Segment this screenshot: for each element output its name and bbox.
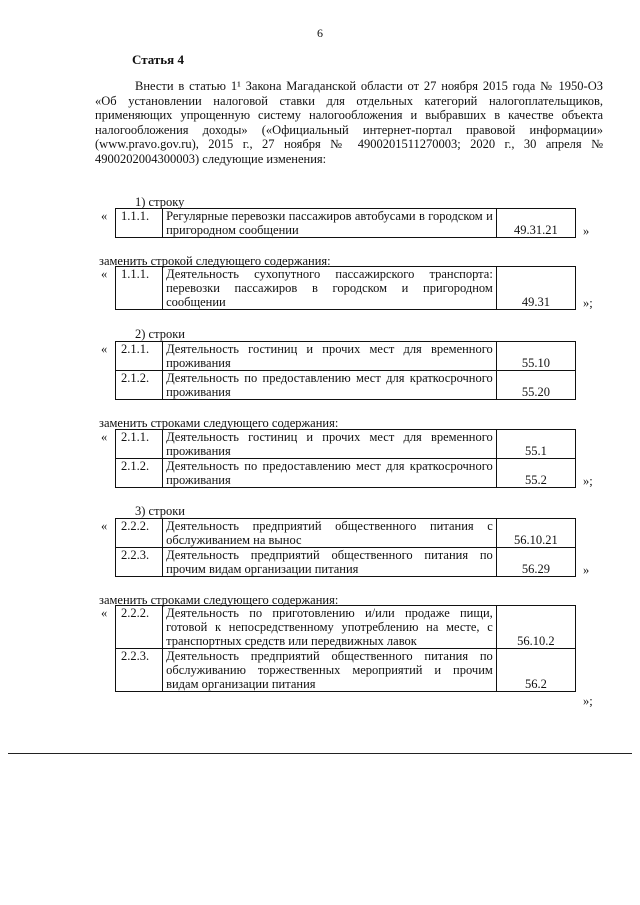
table-row <box>116 209 576 238</box>
row-number: 2.2.2. <box>116 606 163 649</box>
section-3-label: 3) строки <box>135 504 185 518</box>
open-quote: « <box>101 519 108 533</box>
intro-text: Внести в статью 1¹ Закона Магаданской области от 27 ноября 2015 года № 1950-ОЗ «Об установлении налоговой ставки для отдельных категорий налогоплательщиков, применяющих упрощенную систему налогообложения и выбравших в качестве объекта налогообложения доходы» («Официальный интернет-портал правовой информации» (www.pravo.gov.ru), 2015 г., 27 ноября № 4900201511270003; 2020 г., 30 апреля № 4900202004300003) следующие изменения: <box>95 79 603 166</box>
row-description: Деятельность предприятий общественного питания с обслуживанием на вынос <box>163 519 497 548</box>
table-row <box>116 548 576 577</box>
row-number: 2.1.2. <box>116 459 163 488</box>
table-row <box>116 606 576 649</box>
section-3-new-table <box>115 605 576 692</box>
table-row <box>116 267 576 310</box>
row-code: 56.10.21 <box>496 519 575 548</box>
row-description: Деятельность предприятий общественного питания по прочим видам организации питания <box>163 548 497 577</box>
row-code: 49.31 <box>496 267 575 310</box>
row-code: 55.20 <box>496 371 575 400</box>
row-number: 2.1.2. <box>116 371 163 400</box>
row-number: 2.1.1. <box>116 430 163 459</box>
section-2-new-table <box>115 429 576 488</box>
row-description: Деятельность по предоставлению мест для краткосрочного проживания <box>163 459 497 488</box>
row-code: 56.10.2 <box>496 606 575 649</box>
open-quote: « <box>101 430 108 444</box>
table-row <box>116 342 576 371</box>
open-quote: « <box>101 267 108 281</box>
close-quote: » <box>583 563 590 577</box>
section-3-old-table <box>115 518 576 577</box>
table-row <box>116 459 576 488</box>
row-number: 2.2.2. <box>116 519 163 548</box>
row-number: 2.2.3. <box>116 548 163 577</box>
row-code: 55.1 <box>496 430 575 459</box>
section-1-replace-label: заменить строкой следующего содержания: <box>99 254 331 268</box>
table-row <box>116 519 576 548</box>
table-row <box>116 430 576 459</box>
close-quote: » <box>583 224 590 238</box>
open-quote: « <box>101 209 108 223</box>
section-2-old-table <box>115 341 576 400</box>
row-description: Регулярные перевозки пассажиров автобусами в городском и пригородном сообщении <box>163 209 497 238</box>
row-number: 2.1.1. <box>116 342 163 371</box>
page-number: 6 <box>317 26 323 40</box>
section-3-replace-label: заменить строками следующего содержания: <box>99 593 339 607</box>
close-quote: »; <box>583 296 593 310</box>
open-quote: « <box>101 606 108 620</box>
article-title: Статья 4 <box>132 52 184 67</box>
row-code: 49.31.21 <box>496 209 575 238</box>
intro-paragraph <box>95 79 603 167</box>
row-number: 2.2.3. <box>116 649 163 692</box>
page-bottom-divider <box>8 753 632 754</box>
section-1-label: 1) строку <box>135 195 185 209</box>
row-description: Деятельность по предоставлению мест для краткосрочного проживания <box>163 371 497 400</box>
row-number: 1.1.1. <box>116 267 163 310</box>
table-row <box>116 649 576 692</box>
row-description: Деятельность гостиниц и прочих мест для временного проживания <box>163 430 497 459</box>
section-1-old-table <box>115 208 576 238</box>
row-description: Деятельность сухопутного пассажирского транспорта: перевозки пассажиров в городском и пригородном сообщении <box>163 267 497 310</box>
row-description: Деятельность по приготовлению и/или продаже пищи, готовой к непосредственному употреблению на месте, с транспортных средств или передвижных лавок <box>163 606 497 649</box>
row-code: 55.10 <box>496 342 575 371</box>
row-code: 56.2 <box>496 649 575 692</box>
section-2-replace-label: заменить строками следующего содержания: <box>99 416 339 430</box>
row-description: Деятельность гостиниц и прочих мест для временного проживания <box>163 342 497 371</box>
row-number: 1.1.1. <box>116 209 163 238</box>
row-code: 56.29 <box>496 548 575 577</box>
close-quote: »; <box>583 474 593 488</box>
row-description: Деятельность предприятий общественного питания по обслуживанию торжественных мероприятий и прочим видам организации питания <box>163 649 497 692</box>
row-code: 55.2 <box>496 459 575 488</box>
close-quote: »; <box>583 694 593 708</box>
section-1-new-table <box>115 266 576 310</box>
section-2-label: 2) строки <box>135 327 185 341</box>
open-quote: « <box>101 342 108 356</box>
table-row <box>116 371 576 400</box>
